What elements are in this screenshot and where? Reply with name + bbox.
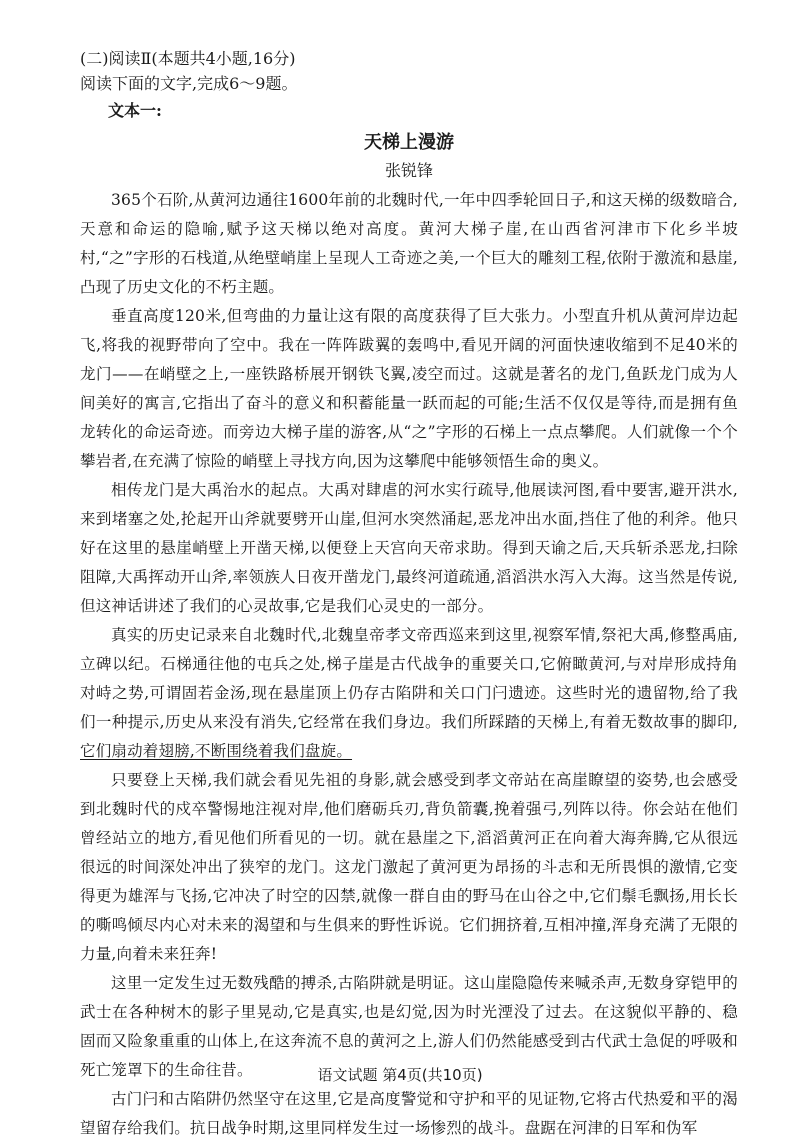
paragraph: 365个石阶,从黄河边通往1600年前的北魏时代,一年中四季轮回日子,和这天梯的级数暗合,天意和命运的隐喻,赋予这天梯以绝对高度。黄河大梯子崖,在山西省河津市下化乡半坡村,“之”字形的石栈道,从绝壁峭崖上呈现人工奇迹之美,一个巨大的雕刻工程,依附于激流和悬崖,凸现了历史文化的不朽主题。 (80, 191, 738, 296)
article-title: 天梯上漫游 (364, 132, 454, 153)
paragraph (80, 621, 738, 766)
paragraph-text: 真实的历史记录来自北魏时代,北魏皇帝孝文帝西巡来到这里,视察军情,祭祀大禹,修整禹庙,立碑以纪。石梯通往他的屯兵之处,梯子崖是古代战争的重要关口,它俯瞰黄河,与对岸形成持角对峙之势,可谓固若金汤,现在悬崖顶上仍存古陷阱和关口门闩遗迹。这些时光的遗留物,给了我们一种提示,历史从来没有消失,它经常在我们身边。我们所踩踏的天梯上,有着无数故事的脚印, (80, 626, 738, 731)
reading-instruction: 阅读下面的文字,完成6～9题。 (80, 74, 298, 93)
section-heading: (二)阅读Ⅱ(本题共4小题,16分) (80, 49, 296, 68)
paragraph: 相传龙门是大禹治水的起点。大禹对肆虐的河水实行疏导,他展读河图,看中要害,避开洪水,来到堵塞之处,抡起开山斧就要劈开山崖,但河水突然涌起,恶龙冲出水面,挡住了他的利斧。他只好在这里的悬崖峭壁上开凿天梯,以便登上天宫向天帝求助。得到天谕之后,天兵斩杀恶龙,扫除阻障,大禹挥动开山斧,率领族人日夜开凿龙门,最终河道疏通,滔滔洪水泻入大海。这当然是传说,但这神话讲述了我们的心灵故事,它是我们心灵史的一部分。 (80, 481, 738, 615)
paragraph: 只要登上天梯,我们就会看见先祖的身影,就会感受到孝文帝站在高崖瞭望的姿势,也会感受到北魏时代的戍卒警惕地注视对岸,他们磨砺兵刃,背负箭囊,挽着强弓,列阵以待。你会站在他们曾经站立的地方,看见他们所看见的一切。就在悬崖之下,滔滔黄河正在向着大海奔腾,它从很远很远的时间深处冲出了狭窄的龙门。这龙门激起了黄河更为昂扬的斗志和无所畏惧的激情,它变得更为雄浑与飞扬,它冲决了时空的囚禁,就像一群自由的野马在山谷之中,它们鬃毛飘扬,用长长的嘶鸣倾尽内心对未来的渴望和与生俱来的野性诉说。它们拥挤着,互相冲撞,浑身充满了无限的力量,向着未来狂奔! (80, 771, 738, 963)
page-footer: 语文试题 第4页(共10页) (317, 1066, 483, 1084)
text-one-label: 文本一: (108, 101, 162, 120)
paragraph: 古门闩和古陷阱仍然坚守在这里,它是高度警觉和守护和平的见证物,它将古代热爱和平的渴望留存给我们。抗日战争时期,这里同样发生过一场惨烈的战斗。盘踞在河津的日军和伪军 (80, 1090, 738, 1137)
paragraph: 这里一定发生过无数残酷的搏杀,古陷阱就是明证。这山崖隐隐传来喊杀声,无数身穿铠甲的武士在各种树木的影子里晃动,它是真实,也是幻觉,因为时光湮没了过去。在这貌似平静的、稳固而又险象重重的山体上,在这奔流不息的黄河之上,游人们仍然能感受到古代武士急促的呼吸和死亡笼罩下的生命往昔。 (80, 974, 738, 1079)
article-author: 张锐锋 (384, 161, 433, 180)
paragraph: 垂直高度120米,但弯曲的力量让这有限的高度获得了巨大张力。小型直升机从黄河岸边起飞,将我的视野带向了空中。我在一阵阵跋翼的轰鸣中,看见开阔的河面快速收缩到不足40米的龙门——在峭壁之上,一座铁路桥展开钢铁飞翼,凌空而过。这就是著名的龙门,鱼跃龙门成为人间美好的寓言,它指出了奋斗的意义和积蓄能量一跃而起的可能;生活不仅仅是等待,而是拥有鱼龙转化的命运奇迹。而旁边大梯子崖的游客,从“之”字形的石梯上一点点攀爬。人们就像一个个攀岩者,在充满了惊险的峭壁上寻找方向,因为这攀爬中能够领悟生命的奥义。 (80, 307, 738, 470)
underlined-sentence: 它们扇动着翅膀,不断围绕着我们盘旋。 (80, 742, 353, 760)
